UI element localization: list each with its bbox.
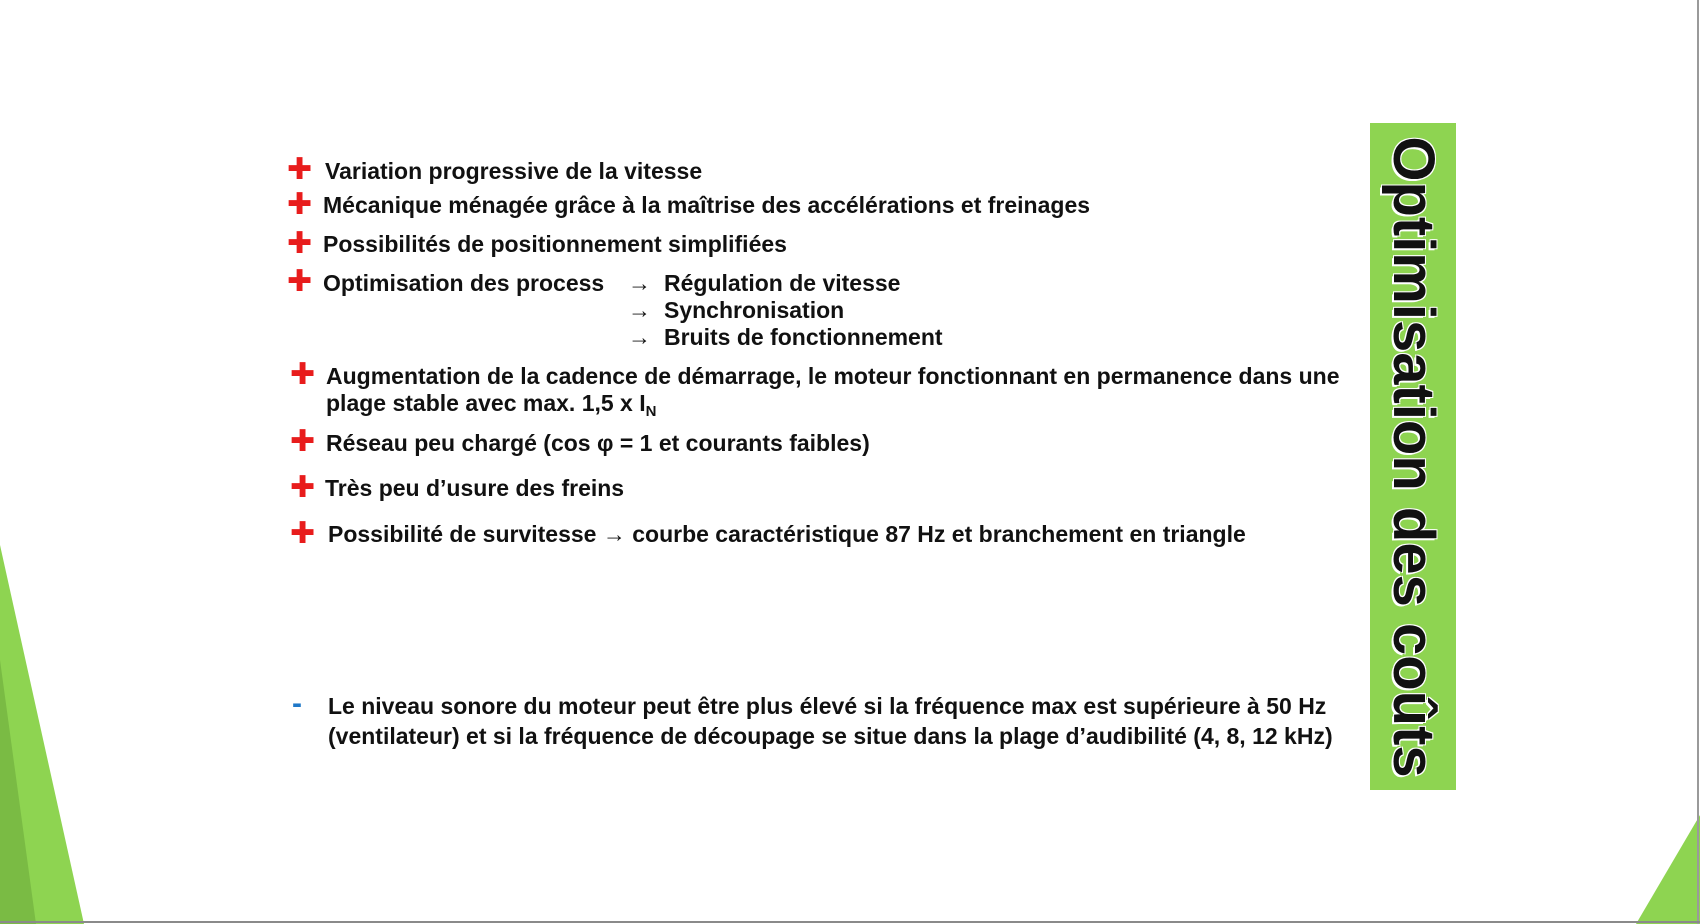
advantage-item: Mécanique ménagée grâce à la maîtrise des accélérations et freinages bbox=[323, 192, 1091, 218]
arrow-right-icon: → bbox=[602, 521, 626, 547]
advantage-text: plage stable avec max. 1,5 x I bbox=[326, 390, 646, 416]
process-sub-item bbox=[628, 296, 844, 324]
minus-icon: - bbox=[292, 687, 302, 720]
arrow-right-icon: → bbox=[628, 297, 651, 323]
plus-icon: ✚ bbox=[287, 265, 313, 298]
plus-icon: ✚ bbox=[290, 425, 316, 458]
plus-icon: ✚ bbox=[287, 227, 313, 260]
process-sub-item bbox=[628, 323, 943, 351]
advantage-item bbox=[328, 520, 1246, 548]
process-sub-item bbox=[628, 269, 900, 297]
plus-icon: ✚ bbox=[290, 471, 316, 504]
side-title-panel bbox=[1370, 123, 1456, 790]
process-sub-label: Synchronisation bbox=[664, 297, 845, 323]
advantage-text: courbe caractéristique 87 Hz et branchement en triangle bbox=[625, 521, 1246, 547]
advantage-item: Possibilités de positionnement simplifiées bbox=[323, 231, 787, 257]
plus-icon: ✚ bbox=[290, 358, 316, 391]
plus-icon: ✚ bbox=[290, 517, 316, 550]
advantage-item-continuation bbox=[326, 389, 656, 426]
advantage-item: Optimisation des process bbox=[323, 270, 605, 296]
advantage-item: Très peu d’usure des freins bbox=[325, 475, 625, 501]
plus-icon: ✚ bbox=[287, 153, 313, 186]
disadvantage-item: Le niveau sonore du moteur peut être plus élevé si la fréquence max est supérieure à 50 Hz bbox=[328, 693, 1327, 719]
arrow-right-icon: → bbox=[628, 324, 651, 350]
process-sub-label: Régulation de vitesse bbox=[664, 270, 901, 296]
subscript-n: N bbox=[645, 403, 657, 420]
advantage-item: Réseau peu chargé (cos φ = 1 et courants faibles) bbox=[326, 430, 870, 456]
disadvantage-item-continuation: (ventilateur) et si la fréquence de découpage se situe dans la plage d’audibilité (4, 8, 12 kHz) bbox=[328, 723, 1333, 749]
advantage-item: Augmentation de la cadence de démarrage, le moteur fonctionnant en permanence dans une bbox=[326, 363, 1340, 389]
arrow-right-icon: → bbox=[628, 270, 651, 296]
plus-icon: ✚ bbox=[287, 188, 313, 221]
advantage-item: Variation progressive de la vitesse bbox=[325, 158, 703, 184]
process-sub-label: Bruits de fonctionnement bbox=[664, 324, 943, 350]
side-title: Optimisation des coûts bbox=[1381, 135, 1446, 778]
advantage-text: Possibilité de survitesse bbox=[328, 521, 603, 547]
